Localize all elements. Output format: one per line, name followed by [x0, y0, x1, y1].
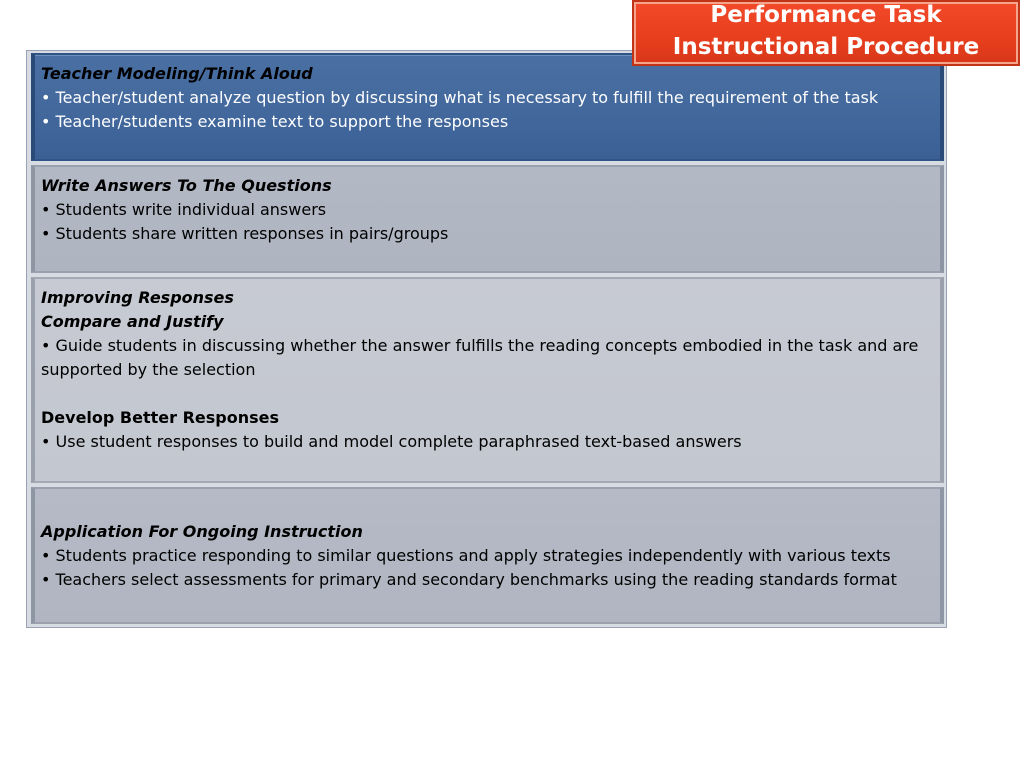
row-bullet: • Guide students in discussing whether the answer fulfills the reading concepts embodied in the task and are supported by the selection [41, 336, 919, 379]
row-teacher-modeling [31, 53, 944, 161]
title-line-2: Instructional Procedure [672, 34, 980, 60]
row-heading-2: Compare and Justify [41, 312, 224, 331]
row-improving-responses [31, 277, 944, 483]
row-heading: Write Answers To The Questions [41, 176, 332, 195]
procedure-table [26, 50, 947, 628]
row-subheading: Develop Better Responses [41, 408, 279, 427]
row-bullet: • Teacher/student analyze question by discussing what is necessary to fulfill the requirement of the task [41, 88, 879, 107]
spacer [41, 382, 934, 406]
title-line-1: Performance Task [710, 2, 942, 28]
title-box [632, 0, 1020, 66]
row-bullet: • Teacher/students examine text to support the responses [41, 112, 509, 131]
row-bullet: • Teachers select assessments for primary and secondary benchmarks using the reading standards format [41, 570, 897, 589]
row-bullet: • Students write individual answers [41, 200, 327, 219]
row-bullet: • Students practice responding to similar questions and apply strategies independently with various texts [41, 546, 891, 565]
row-bullet: • Use student responses to build and model complete paraphrased text-based answers [41, 432, 742, 451]
row-application [31, 487, 944, 624]
row-bullet: • Students share written responses in pairs/groups [41, 224, 449, 243]
row-heading: Improving Responses [41, 288, 234, 307]
row-heading: Application For Ongoing Instruction [41, 522, 363, 541]
row-heading: Teacher Modeling/Think Aloud [41, 64, 313, 83]
row-write-answers [31, 165, 944, 273]
